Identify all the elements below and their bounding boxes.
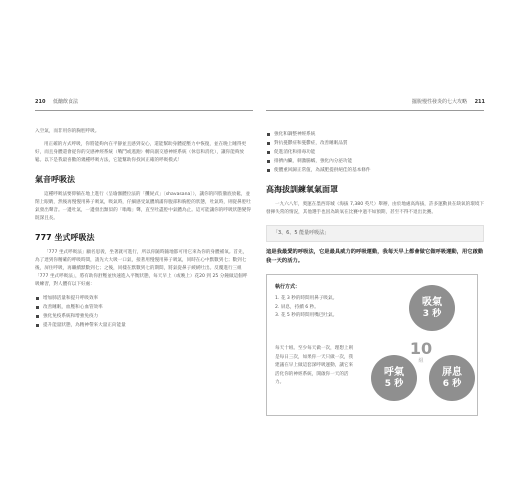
list-item: 增加肺活量和提升呼吸效率: [35, 294, 251, 303]
inhale-duration: 3 秒: [422, 308, 442, 319]
list-item: 提升能量狀態，為精神帶來大量正向能量: [35, 321, 251, 330]
exhale-label: 呼氣: [384, 366, 404, 378]
list-item: 使體重回歸正常值，為減肥提供絕佳的基本條件: [266, 166, 484, 175]
practice-note: 每天十組。至少每天做一次，理想上則是每日三次，如果你一天只做一次，我建議在早上做這套深呼吸運動，讓它來活化你的神經系統，開啟你一天的活力。: [275, 346, 354, 385]
step-item: 2. 屏息，持續 6 秒。: [275, 304, 319, 310]
paragraph: 一九六八年，奧運在墨西哥城（海拔 7,380 英尺）舉辦，由於地處高海拔，許多運動員在缺氧的環境下發揮失常的情況，其他選手也因為缺氧在比賽中過不如預期，甚至不得不退出比賽。: [266, 202, 485, 215]
hold-label: 屏息: [442, 366, 462, 378]
left-page-content: [35, 128, 251, 330]
left-page-number: 210: [35, 99, 46, 105]
cycle-indicator: [399, 331, 443, 375]
hold-duration: 6 秒: [442, 378, 462, 389]
paragraph: 這種呼吸法要仰躺在地上進行（呈瑜伽體位法的「攤屍式」〔shavasana〕），讓你的四肢徹底放鬆，並閉上眼睛，然後再慢慢用鼻子吸氣，吸氣時，仔細感受氣體填滿你腹部和胸腔的狀態，吐氣時，則從鼻腔吐氣發出聲音。一邊吐氣，一邊發出類似的「嗡嗡」聲，直至吐盡腔中氣體為止。這可能讓你的呼吸狀態變得既深且長。: [35, 192, 251, 221]
benefit-list: [35, 294, 251, 330]
inhale-label: 吸氣: [422, 296, 442, 308]
right-running-title: 擺脫慢性發炎的七大攻略: [411, 99, 467, 105]
list-item: 促進消化和排毒功能: [266, 148, 484, 157]
right-page-number: 211: [474, 99, 485, 105]
list-item: 強化免疫系統和增強免疫力: [35, 312, 251, 321]
step-item: 1. 花 3 秒的時間用鼻子吸氣。: [275, 296, 338, 301]
list-item: 排擠內臟，刺激腸蠕，強化內分泌功能: [266, 157, 484, 166]
inhale-circle: [409, 285, 455, 331]
paragraph: 用正確的方式呼吸，你將能夠內在平靜並且感到安心，還能幫助身體從壓力中恢復，並在晚上睡得更好，而且身體還會從你的交感神經系統（戰鬥或逃跑）轉向副交感神經系統（休息和消化），讓你能夠放鬆。以下是我最喜歡的幾種呼吸方法，它能幫助你找回正確的呼吸模式！: [35, 142, 247, 163]
steps-title: 執行方式：: [275, 284, 301, 290]
right-header-rule: [266, 110, 484, 111]
paragraph: 「777 坐式呼吸法」顧名思義，坐著就可進行，所以你隨時隨地都可用它來為你的身體補氧。首先，為了達到你精確的呼吸時間，請先大大吸一口氣，接著用慢慢用鼻子吸氣，同時在心中默數到七；數到七後，屏住呼吸，再繼續默數到七；之後，同樣在默數到七的期間，將氣從鼻子緩緩吐出。反覆進行三組「777 坐式呼吸法」，將有助你舒壓並快速進入平衡狀態，每天早上（或晚上）花20 到 25 分鐘做這個呼吸練習，對人體有以下好處：: [35, 250, 248, 287]
cycle-label: 組: [418, 358, 424, 364]
section-title: 高海拔訓練氧氣面罩: [266, 185, 338, 194]
left-running-header: [35, 98, 78, 105]
paragraph: 入空氣，而非用你的胸腔呼吸。: [35, 129, 100, 134]
steps-list: [275, 295, 337, 321]
list-item: 強化和調整神經系統: [266, 130, 484, 139]
list-item: 對抗憂鬱症和憂鬱症，改善睡眠品質: [266, 139, 484, 148]
highlight-paragraph: 這是我最愛的呼吸法，它是最具威力的呼吸運動，我每天早上都會做它做呼吸運動，用它啟動我一天的活力。: [266, 249, 484, 264]
step-item: 3. 花 5 秒的時間用嘴巴吐氣。: [275, 313, 338, 318]
section-title: 777 坐式呼吸法: [35, 233, 95, 242]
section-title: 氣音呼吸法: [35, 175, 75, 184]
right-page-content: [266, 128, 484, 416]
left-header-rule: [35, 110, 253, 111]
method-callout: 「3、6、5 能量呼吸法」: [266, 225, 484, 242]
breathing-method-box: [266, 274, 478, 416]
list-item: 改善睡眠，血壓和心血管效率: [35, 303, 251, 312]
left-running-title: 低醣飲食法: [53, 99, 79, 105]
right-running-header: [412, 98, 485, 105]
cycle-number: 10: [409, 339, 433, 358]
benefit-list-continued: [266, 130, 484, 175]
exhale-duration: 5 秒: [384, 378, 404, 389]
